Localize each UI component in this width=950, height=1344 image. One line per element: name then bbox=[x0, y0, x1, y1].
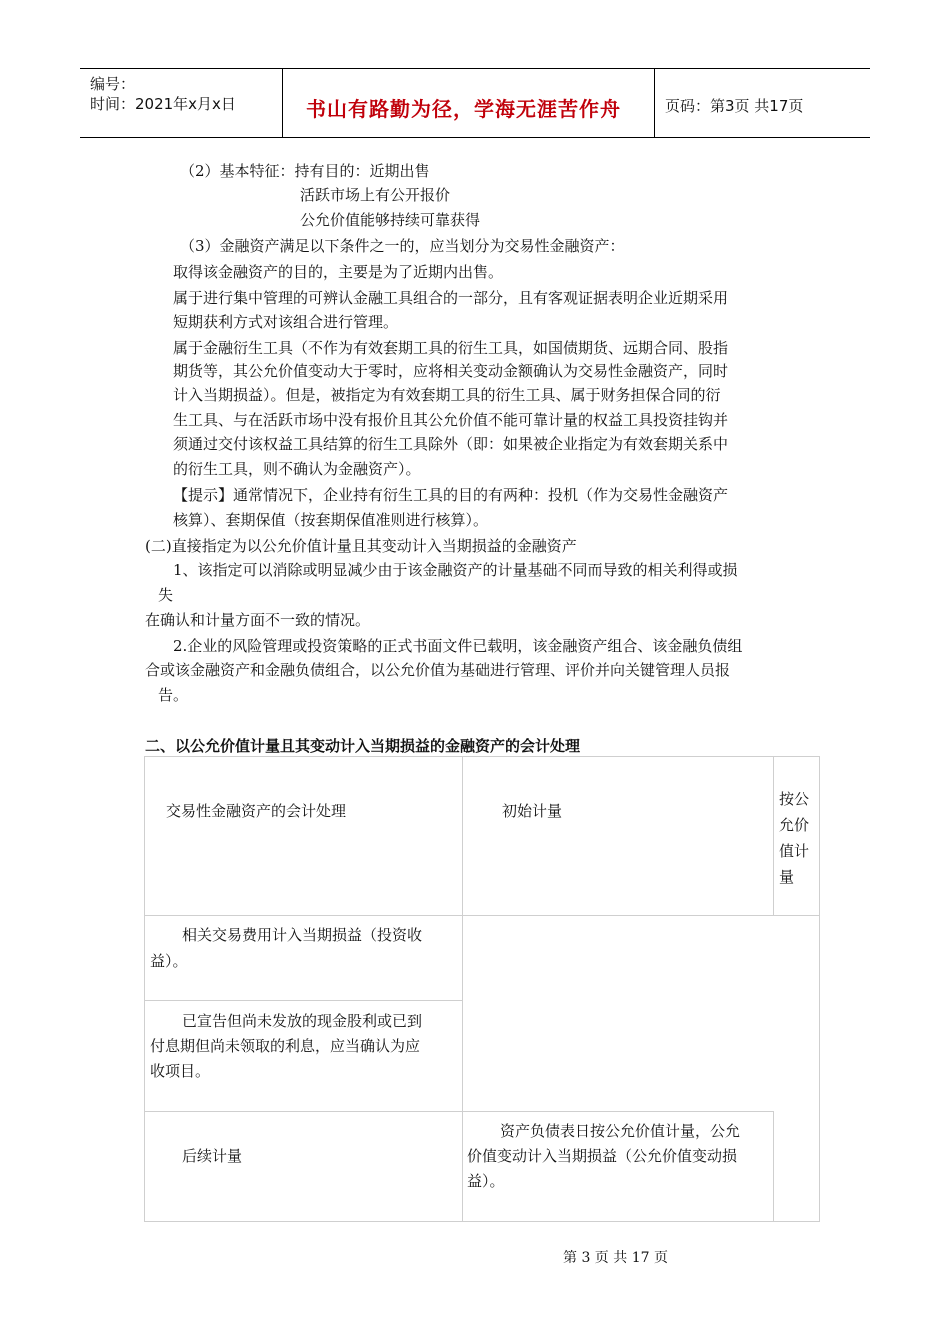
text-line: 的衍生工具，则不确认为金融资产）。 bbox=[173, 460, 421, 478]
table-cell: 允价 bbox=[779, 816, 810, 834]
text-line: 期货等，其公允价值变动大于零时，应将相关变动金额确认为交易性金融资产，同时 bbox=[173, 362, 729, 380]
text-line: 在确认和计量方面不一致的情况。 bbox=[145, 611, 371, 629]
text-line: （2）基本特征：持有目的：近期出售 bbox=[180, 162, 430, 180]
table-cell: 初始计量 bbox=[502, 802, 563, 820]
text-line: 1、该指定可以消除或明显减少由于该金融资产的计量基础不同而导致的相关利得或损 bbox=[173, 561, 738, 579]
table-cell: 已宣告但尚未发放的现金股利或已到 bbox=[182, 1012, 423, 1030]
text-line: 合或该金融资产和金融负债组合，以公允价值为基础进行管理、评价并向关键管理人员报 bbox=[145, 661, 731, 679]
table-cell: 付息期但尚未领取的利息，应当确认为应 bbox=[150, 1037, 421, 1055]
text-line: 属于金融衍生工具（不作为有效套期工具的衍生工具，如国债期货、远期合同、股指 bbox=[173, 339, 729, 357]
text-line: 告。 bbox=[158, 686, 189, 704]
text-line: 生工具、与在活跃市场中没有报价且其公允价值不能可靠计量的权益工具投资挂钩并 bbox=[173, 411, 729, 429]
table-cell: 后续计量 bbox=[182, 1147, 243, 1165]
text-line: （3）金融资产满足以下条件之一的，应当划分为交易性金融资产： bbox=[180, 237, 625, 255]
table-cell: 值计 bbox=[779, 842, 810, 860]
text-line: 属于进行集中管理的可辨认金融工具组合的一部分，且有客观证据表明企业近期采用 bbox=[173, 289, 729, 307]
table-cell: 资产负债表日按公允价值计量，公允 bbox=[500, 1122, 741, 1140]
page-footer: 第 3 页 共 17 页 bbox=[563, 1250, 668, 1266]
text-line: 取得该金融资产的目的，主要是为了近期内出售。 bbox=[173, 263, 504, 281]
header-time: 时间：2021年x月x日 bbox=[90, 95, 236, 113]
tip-line: 【提示】通常情况下，企业持有衍生工具的目的有两种：投机（作为交易性金融资产 bbox=[173, 486, 729, 504]
header-motto: 书山有路勤为径，学海无涯苦作舟 bbox=[306, 97, 621, 121]
text-line: 须通过交付该权益工具结算的衍生工具除外（即：如果被企业指定为有效套期关系中 bbox=[173, 435, 729, 453]
subsection-heading: (二)直接指定为以公允价值计量且其变动计入当期损益的金融资产 bbox=[145, 537, 577, 555]
text-line: 公允价值能够持续可靠获得 bbox=[300, 211, 481, 229]
text-line: 计入当期损益）。但是，被指定为有效套期工具的衍生工具、属于财务担保合同的衍 bbox=[173, 386, 721, 404]
table-cell: 价值变动计入当期损益（公允价值变动损 bbox=[467, 1147, 738, 1165]
text-line: 活跃市场上有公开报价 bbox=[300, 186, 451, 204]
header-page-number: 页码：第3页 共17页 bbox=[665, 97, 804, 115]
text-line: 短期获利方式对该组合进行管理。 bbox=[173, 313, 399, 331]
text-line: 失 bbox=[158, 586, 174, 604]
tip-line: 核算）、套期保值（按套期保值准则进行核算）。 bbox=[173, 511, 489, 529]
header-number: 编号： bbox=[90, 75, 136, 93]
header-divider bbox=[282, 69, 283, 137]
table-cell: 收项目。 bbox=[150, 1062, 211, 1080]
table-cell: 按公 bbox=[779, 790, 810, 808]
table-cell: 益）。 bbox=[467, 1172, 505, 1190]
table-cell: 相关交易费用计入当期损益（投资收 bbox=[182, 926, 423, 944]
table-cell: 益）。 bbox=[150, 952, 188, 970]
page-header bbox=[80, 68, 870, 138]
table-cell: 量 bbox=[779, 868, 795, 886]
section-title: 二、以公允价值计量且其变动计入当期损益的金融资产的会计处理 bbox=[145, 737, 581, 755]
header-divider bbox=[654, 69, 655, 137]
text-line: 2.企业的风险管理或投资策略的正式书面文件已载明，该金融资产组合、该金融负债组 bbox=[173, 637, 743, 655]
table-cell: 交易性金融资产的会计处理 bbox=[166, 802, 347, 820]
